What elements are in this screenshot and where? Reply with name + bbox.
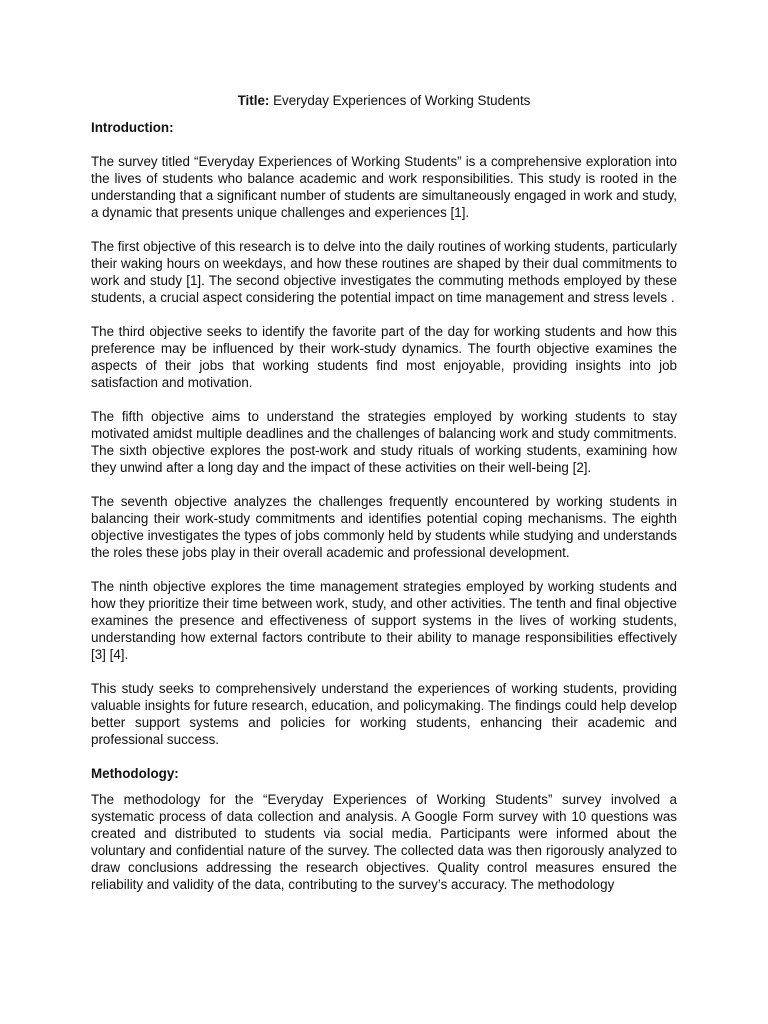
intro-paragraph-3: The third objective seeks to identify the favorite part of the day for working students and how this preference may be influenced by their work-study dynamics. The fourth objective examines the aspects of their jobs that working students find most enjoyable, providing insights into job satisfaction and motivation.	[91, 324, 677, 390]
intro-paragraph-7: This study seeks to comprehensively understand the experiences of working students, providing valuable insights for future research, education, and policymaking. The findings could help develop better support systems and policies for working students, enhancing their academic and professional success.	[91, 681, 677, 747]
intro-paragraph-5: The seventh objective analyzes the challenges frequently encountered by working students in balancing their work-study commitments and identifies potential coping mechanisms. The eighth objective investigates the types of jobs commonly held by students while studying and understands the roles these jobs play in their overall academic and professional development.	[91, 494, 677, 560]
title-label: Title:	[237, 93, 270, 108]
intro-paragraph-2: The first objective of this research is to delve into the daily routines of working students, particularly their waking hours on weekdays, and how these routines are shaped by their dual commitments to work and study [1]. The second objective investigates the commuting methods employed by these students, a crucial aspect considering the potential impact on time management and stress levels .	[91, 239, 677, 305]
title-text: Everyday Experiences of Working Students	[269, 93, 531, 108]
intro-paragraph-1: The survey titled “Everyday Experiences of Working Students” is a comprehensive exploration into the lives of students who balance academic and work responsibilities. This study is rooted in the understanding that a significant number of students are simultaneously engaged in work and study, a dynamic that presents unique challenges and experiences [1].	[91, 154, 677, 220]
intro-paragraph-4: The fifth objective aims to understand the strategies employed by working students to stay motivated amidst multiple deadlines and the challenges of balancing work and study commitments. The sixth objective explores the post-work and study rituals of working students, examining how they unwind after a long day and the impact of these activities on their well-being [2].	[91, 409, 677, 475]
document-title	[91, 92, 677, 109]
methodology-paragraph: The methodology for the “Everyday Experiences of Working Students” survey involved a systematic process of data collection and analysis. A Google Form survey with 10 questions was created and distributed to students via social media. Participants were informed about the voluntary and confidential nature of the survey. The collected data was then rigorously analyzed to draw conclusions addressing the research objectives. Quality control measures ensured the reliability and validity of the data, contributing to the survey’s accuracy. The methodology	[91, 792, 677, 892]
intro-paragraph-6: The ninth objective explores the time management strategies employed by working students and how they prioritize their time between work, study, and other activities. The tenth and final objective examines the presence and effectiveness of support systems in the lives of working students, understanding how external factors contribute to their ability to manage responsibilities effectively [3] [4].	[91, 579, 677, 662]
methodology-heading: Methodology:	[91, 766, 179, 781]
introduction-heading: Introduction:	[91, 120, 174, 135]
document-page	[91, 92, 677, 893]
